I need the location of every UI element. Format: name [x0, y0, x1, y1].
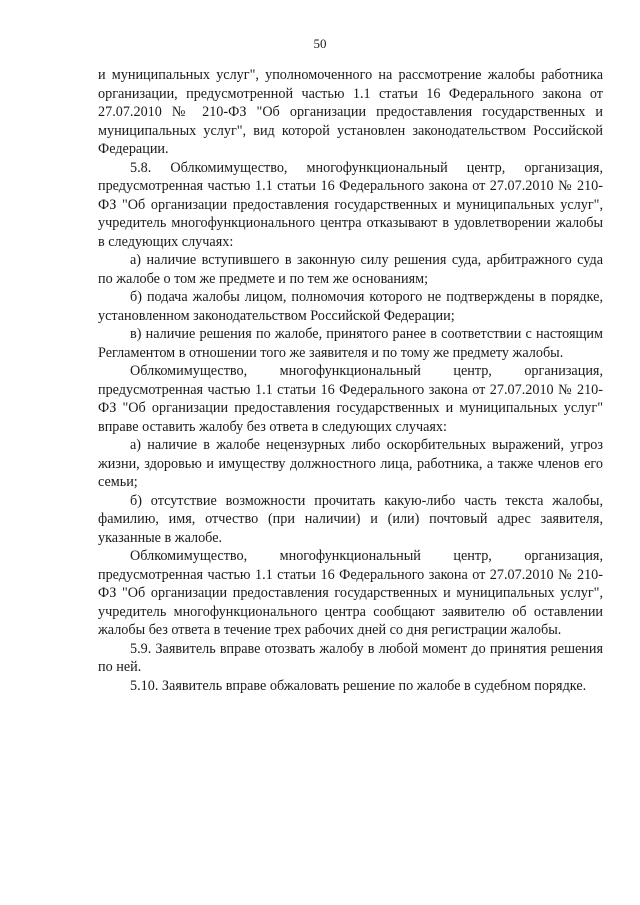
paragraph-5-8: 5.8. Облкомимущество, многофункциональный центр, организация, предусмотренная частью 1.1 статьи 16 Федерального закона от 27.07.2010 № 210-ФЗ "Об организации предоставления государственных и муниципальных услуг", учредитель многофункционального центра отказывают в удовлетворении жалобы в следующих случаях: — [98, 159, 603, 250]
paragraph-refusal-a: а) наличие вступившего в законную силу решения суда, арбитражного суда по жалобе о том же предмете и по тем же основаниям; — [98, 252, 603, 287]
page-number: 50 — [313, 36, 327, 51]
paragraph-refusal-c: в) наличие решения по жалобе, принятого ранее в соответствии с настоящим Регламентом в отношении того же заявителя и по тому же предмету жалобы. — [98, 326, 603, 361]
paragraph-5-9: 5.9. Заявитель вправе отозвать жалобу в любой момент до принятия решения по ней. — [98, 640, 603, 675]
body-text — [98, 66, 603, 695]
paragraph-no-answer-b: б) отсутствие возможности прочитать какую-либо часть текста жалобы, фамилию, имя, отчество (при наличии) и (или) почтовый адрес заявителя, указанные в жалобе. — [98, 492, 603, 546]
paragraph-refusal-b: б) подача жалобы лицом, полномочия которого не подтверждены в порядке, установленном законодательством Российской Федерации; — [98, 289, 603, 324]
paragraph-no-answer-a: а) наличие в жалобе нецензурных либо оскорбительных выражений, угроз жизни, здоровью и имуществу должностного лица, работника, а также членов его семьи; — [98, 437, 603, 490]
paragraph-no-answer-intro: Облкомимущество, многофункциональный центр, организация, предусмотренная частью 1.1 статьи 16 Федерального закона от 27.07.2010 № 210-ФЗ "Об организации предоставления государственных и муниципальных услуг" вправе оставить жалобу без ответа в следующих случаях: — [98, 363, 603, 435]
paragraph-continuation: и муниципальных услуг", уполномоченного на рассмотрение жалобы работника организации, предусмотренной частью 1.1 статьи 16 Федерального закона от 27.07.2010 № 210-ФЗ "Об организации предоставления государственных и муниципальных услуг", вид которой установлен законодательством Российской Федерации. — [98, 67, 603, 157]
paragraph-notification: Облкомимущество, многофункциональный центр, организация, предусмотренная частью 1.1 статьи 16 Федерального закона от 27.07.2010 № 210-ФЗ "Об организации предоставления государственных и муниципальных услуг", учредитель многофункционального центра сообщают заявителю об оставлении жалобы без ответа в течение трех рабочих дней со дня регистрации жалобы. — [98, 548, 603, 638]
paragraph-5-10: 5.10. Заявитель вправе обжаловать решение по жалобе в судебном порядке. — [130, 677, 587, 694]
